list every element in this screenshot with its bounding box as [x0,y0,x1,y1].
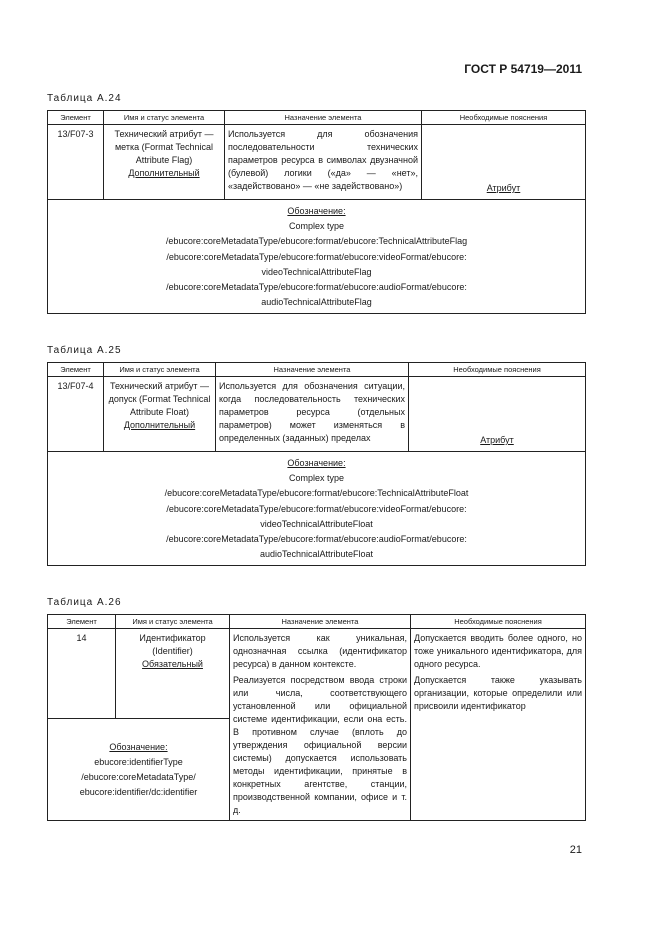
table-a26 [47,614,586,821]
designation-line: ebucore:identifierType [94,756,183,767]
column-header: Элемент [48,615,116,629]
table-caption: Таблица А.25 [47,345,122,356]
element-name: Технический атрибут — метка (Format Technical Attribute Flag) [114,129,214,165]
element-name-cell [104,125,225,200]
designation-cell [48,452,586,566]
column-header: Необходимые пояснения [422,111,586,125]
designation-label: Обозначение: [287,206,346,216]
designation-label: Обозначение: [287,458,346,468]
designation-line: /ebucore:coreMetadataType/ebucore:format/ebucore:videoFormat/ebucore: [166,503,467,514]
column-header: Имя и статус элемента [116,615,230,629]
designation-line: /ebucore:coreMetadataType/ [81,771,196,782]
element-notes [411,629,586,821]
table-caption: Таблица А.24 [47,93,122,104]
element-name: Идентификатор (Identifier) [139,633,206,656]
designation-line: /ebucore:coreMetadataType/ebucore:format/ebucore:audioFormat/ebucore: [166,282,467,293]
element-purpose [230,629,411,821]
column-header: Имя и статус элемента [104,363,216,377]
designation-line: audioTechnicalAttributeFlag [261,297,372,308]
element-purpose: Используется для обозначения ситуации, когда последовательность технических параметров ресурса (отдельных параметров) может изменяться в определенных (заданных) пределах [216,377,409,452]
element-status: Дополнительный [123,420,196,430]
page-number: 21 [569,844,582,856]
column-header: Назначение элемента [230,615,411,629]
element-name-cell [104,377,216,452]
element-notes: Атрибут [480,435,514,445]
column-header: Назначение элемента [225,111,422,125]
column-header: Назначение элемента [216,363,409,377]
column-header: Имя и статус элемента [104,111,225,125]
element-name: Технический атрибут — допуск (Format Technical Attribute Float) [108,381,211,417]
purpose-paragraph: Используется как уникальная, однозначная ссылка (идентификатор ресурса) в данном контексте. [233,633,407,669]
designation-line: Complex type [288,473,345,484]
table-a24 [47,110,586,314]
designation-label: Обозначение: [109,741,168,752]
designation-cell [48,200,586,314]
notes-paragraph: Допускается также указывать организации, которые определили или присвоили идентификатор [414,675,582,711]
designation-line: videoTechnicalAttributeFlag [261,266,372,277]
element-code: 13/F07-3 [48,125,104,200]
designation-line: /ebucore:coreMetadataType/ebucore:format/ebucore:TechnicalAttributeFlag [165,236,468,247]
standard-number: ГОСТ Р 54719—2011 [464,62,582,76]
element-status: Дополнительный [128,168,200,178]
designation-line: /ebucore:coreMetadataType/ebucore:format/ebucore:audioFormat/ebucore: [166,534,467,545]
designation-line: /ebucore:coreMetadataType/ebucore:format/ebucore:videoFormat/ebucore: [166,251,467,262]
element-notes: Атрибут [486,183,521,193]
column-header: Необходимые пояснения [411,615,586,629]
element-code: 14 [48,629,116,719]
notes-cell [422,125,586,200]
element-code: 13/F07-4 [48,377,104,452]
element-name-cell [116,629,230,719]
designation-line: audioTechnicalAttributeFloat [259,549,374,560]
column-header: Элемент [48,111,104,125]
designation-cell [48,719,230,821]
purpose-paragraph: Реализуется посредством ввода строки или числа, соответствующего установленной или официальной системе идентификации, если она есть. В противном случае (вплоть до утверждения официальной версии системы) допускается использовать методы идентификации, принятые в конкретных агентстве, станции, производственной компании, офисе и т. д. [233,675,407,815]
designation-line: Complex type [288,221,345,232]
notes-cell [409,377,586,452]
element-status: Обязательный [142,659,203,669]
element-purpose: Используется для обозначения последовательности технических параметров ресурса в символах двузначной (булевой) логики («да» — «нет», «задействовано» — «не задействовано») [225,125,422,200]
column-header: Элемент [48,363,104,377]
column-header: Необходимые пояснения [409,363,586,377]
table-a25 [47,362,586,566]
designation-line: videoTechnicalAttributeFloat [260,518,373,529]
designation-line: ebucore:identifier/dc:identifier [79,786,198,797]
table-caption: Таблица А.26 [47,597,122,608]
designation-line: /ebucore:coreMetadataType/ebucore:format/ebucore:TechnicalAttributeFloat [164,488,469,499]
notes-paragraph: Допускается вводить более одного, но тоже уникального идентификатора, для одного ресурса. [414,633,582,669]
